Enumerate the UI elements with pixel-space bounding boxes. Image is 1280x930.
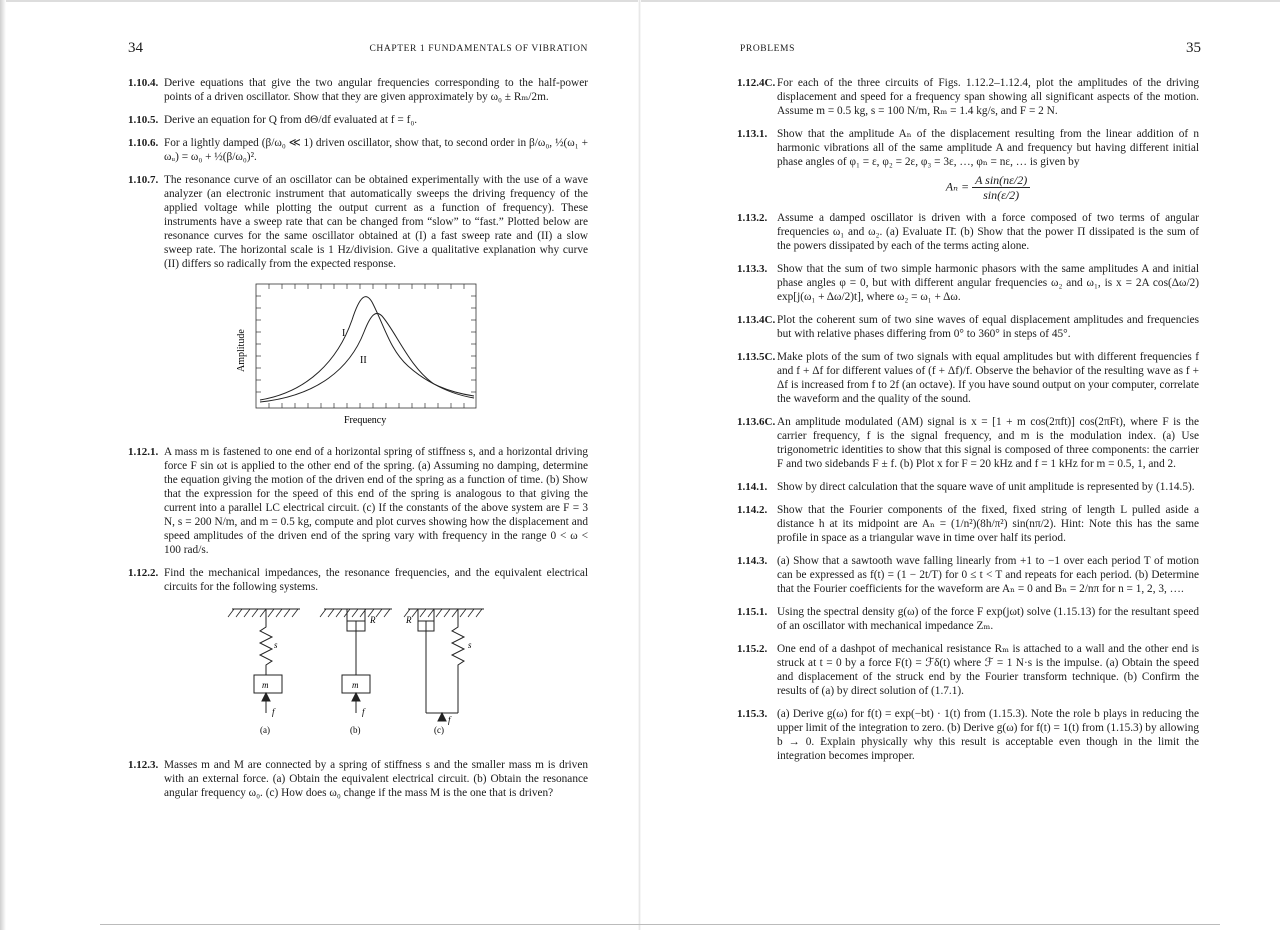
amplitude-equation xyxy=(777,173,1199,202)
resonance-curve-graph xyxy=(128,280,588,428)
problem-1-10-5 xyxy=(128,113,588,127)
mass-label-b: m xyxy=(352,680,359,690)
problem-number: 1.14.3. xyxy=(737,555,768,567)
system-c xyxy=(404,609,484,721)
left-column xyxy=(128,76,588,809)
spring-label-a: s xyxy=(274,640,278,650)
problem-text: One end of a dashpot of mechanical resistance Rₘ is attached to a wall and the other end is struck at t = 0 by a force F(t) = ℱδ(t) where ℱ = 1 N·s is the impulse. (a) Obtain the speed and displacement of the struck end by the Fourier transform technique. (b) Confirm the results of (a) by direct solution of (1.7.1). xyxy=(777,643,1199,697)
problem-1-13-1 xyxy=(737,127,1199,202)
resonance-curve-figure xyxy=(128,280,588,433)
problem-1-13-6C xyxy=(737,415,1199,471)
problem-1-14-3 xyxy=(737,554,1199,596)
problem-number: 1.12.1. xyxy=(128,446,159,458)
resistance-label-c: R xyxy=(406,615,412,625)
equation-lhs: Aₙ = xyxy=(945,179,970,194)
force-label-c: f xyxy=(448,715,451,725)
right-page-number: 35 xyxy=(1186,40,1201,56)
problem-text: The resonance curve of an oscillator can be obtained experimentally with the use of a wave analyzer (an electronic instrument that automatically sweeps the driving frequency of the applied voltage while plotting the output current as a function of frequency). These instruments have a sweep rate that can be changed from “slow” to “fast.” Plotted below are resonance curves for the same oscillator obtained at (I) a fast sweep rate and (II) a slow sweep rate. The horizontal scale is 1 Hz/division. Give a qualitative explanation why curve (II) differs so radically from the expected response. xyxy=(164,174,588,270)
caption-c: (c) xyxy=(434,725,444,735)
problem-1-12-3 xyxy=(128,758,588,800)
problem-text: Derive equations that give the two angular frequencies corresponding to the half-power points of a driven oscillator. Show that they are given approximately by ω₀ ± Rₘ/2m. xyxy=(164,77,588,103)
graph-ticks xyxy=(256,284,476,408)
problem-text: Show that the sum of two simple harmonic phasors with the same amplitudes A and initial phase angles φ = 0, but with different angular frequencies ω₂ and ω₁, is x = 2A cos(Δω/2) exp[j(ω₁ + Δω/2)t], where ω₂ = ω₁ + Δω. xyxy=(777,263,1199,303)
problem-text: Plot the coherent sum of two sine waves of equal displacement amplitudes and frequencies but with relative phases differing from 0° to 360° in steps of 45°. xyxy=(777,314,1199,340)
right-column xyxy=(737,76,1199,772)
problem-text: An amplitude modulated (AM) signal is x = [1 + m cos(2πft)] cos(2πFt), where F is the carrier frequency, f is the signal frequency, and m is the modulation index. (a) Use trigonometric identities to show that this signal is composed of three components: the carrier F and two sidebands F ± f. (b) Plot x for F = 20 kHz and f = 1 kHz for m = 0.5, 1, and 2. xyxy=(777,416,1199,470)
y-axis-label: Amplitude xyxy=(236,329,247,372)
problem-number: 1.13.2. xyxy=(737,212,768,224)
equation-numerator: A sin(nε/2) xyxy=(972,173,1030,188)
problem-number: 1.13.4C. xyxy=(737,314,776,326)
problem-text: Find the mechanical impedances, the resonance frequencies, and the equivalent electrical circuits for the following systems. xyxy=(164,567,588,593)
right-running-head: PROBLEMS xyxy=(740,44,795,54)
problem-number: 1.15.2. xyxy=(737,643,768,655)
problem-1-15-3 xyxy=(737,707,1199,763)
mechanical-systems-diagram xyxy=(128,603,588,741)
problem-number: 1.12.2. xyxy=(128,567,159,579)
problem-number: 1.10.5. xyxy=(128,114,159,126)
problem-text: Show that the Fourier components of the fixed, fixed string of length L pulled aside a distance h at its midpoint are Aₙ = (1/n²)(8h/π²) sin(nπ/2). Hint: Note this has the same profile in space as a triangular wave in time over half its period. xyxy=(777,504,1199,544)
problem-number: 1.12.3. xyxy=(128,759,159,771)
problem-number: 1.10.4. xyxy=(128,77,159,89)
curve-II xyxy=(260,313,474,402)
right-page xyxy=(640,0,1280,930)
problem-1-12-1 xyxy=(128,445,588,557)
problem-number: 1.13.6C. xyxy=(737,416,776,428)
problem-1-10-7 xyxy=(128,173,588,271)
system-b xyxy=(320,609,392,713)
caption-b: (b) xyxy=(350,725,361,735)
problem-1-15-1 xyxy=(737,605,1199,633)
curve-I xyxy=(260,297,474,400)
graph-frame xyxy=(256,284,476,408)
problem-number: 1.13.1. xyxy=(737,128,768,140)
problem-1-10-6 xyxy=(128,136,588,164)
problem-text: Show by direct calculation that the square wave of unit amplitude is represented by (1.14.5). xyxy=(777,481,1195,493)
resistance-label-b: R xyxy=(370,615,376,625)
problem-number: 1.10.7. xyxy=(128,174,159,186)
problem-number: 1.13.3. xyxy=(737,263,768,275)
problem-text: A mass m is fastened to one end of a horizontal spring of stiffness s, and a horizontal driving force F sin ωt is applied to the other end of the spring. (a) Assuming no damping, determine the equation giving the motion of the driven end of the spring as a function of time. (b) Show that the expression for the speed of this end of the spring is analogous to that giving the current into a parallel LC electrical circuit. (c) If the constants of the above system are F = 3 N, s = 200 N/m, and m = 0.5 kg, compute and plot curves showing how the displacement and speed amplitudes of the driven end of the spring vary with frequency in the range 0 < ω < 100 rad/s. xyxy=(164,446,588,556)
equation-denominator: sin(ε/2) xyxy=(983,188,1020,202)
problem-number: 1.12.4C. xyxy=(737,77,776,89)
force-arrow-c xyxy=(438,713,446,721)
problem-text: For a lightly damped (β/ω₀ ≪ 1) driven oscillator, show that, to second order in β/ω₀, ½(ω₁ + ωᵤ) = ω₀ + ½(β/ω₀)². xyxy=(164,137,588,163)
problem-text: (a) Show that a sawtooth wave falling linearly from +1 to −1 over each period T of motion can be expressed as f(t) = (1 − 2t/T) for 0 ≤ t < T and repeats for each period. (b) Determine that the Fourier coefficients for the waveform are Aₙ = 0 and Bₙ = 2/nπ for n = 1, 2, 3, …. xyxy=(777,555,1199,595)
system-a xyxy=(228,609,300,713)
problem-text: Derive an equation for Q from dΘ/df evaluated at f = f₀. xyxy=(164,114,418,126)
caption-a: (a) xyxy=(260,725,270,735)
problem-1-14-1 xyxy=(737,480,1199,494)
spring-label-c: s xyxy=(468,640,472,650)
problem-number: 1.10.6. xyxy=(128,137,159,149)
problem-number: 1.15.1. xyxy=(737,606,768,618)
left-running-head: CHAPTER 1 FUNDAMENTALS OF VIBRATION xyxy=(369,44,588,54)
problem-number: 1.14.1. xyxy=(737,481,768,493)
mass-label-a: m xyxy=(262,680,269,690)
spring-c xyxy=(452,609,464,713)
problem-1-13-4C xyxy=(737,313,1199,341)
problem-1-13-5C xyxy=(737,350,1199,406)
problem-1-13-3 xyxy=(737,262,1199,304)
curve-I-label: I xyxy=(342,328,346,339)
equation-fraction xyxy=(972,173,1030,202)
force-arrow-a xyxy=(262,693,270,701)
x-axis-label: Frequency xyxy=(344,415,387,426)
left-page-number: 34 xyxy=(128,40,143,56)
problem-1-13-2 xyxy=(737,211,1199,253)
problem-1-14-2 xyxy=(737,503,1199,545)
problem-text: Masses m and M are connected by a spring of stiffness s and the smaller mass m is driven with an external force. (a) Obtain the equivalent electrical circuit. (b) Obtain the resonance angular frequency ω₀. (c) How does ω₀ change if the mass M is the one that is driven? xyxy=(164,759,588,799)
problem-1-10-4 xyxy=(128,76,588,104)
problem-text: Assume a damped oscillator is driven with a force composed of two terms of angular frequencies ω₁ and ω₂. (a) Evaluate Π̄. (b) Show that the power Π dissipated is the sum of the powers dissipated by each of the terms acting alone. xyxy=(777,212,1199,252)
problem-text: (a) Derive g(ω) for f(t) = exp(−bt) · 1(t) from (1.15.3). Note the role b plays in reducing the upper limit of the integration to zero. (b) Derive g(ω) for f(t) = 1(t) from (1.15.3) by allowing b → 0. Explain physically why this result is acceptable even though in the limit the integration becomes improper. xyxy=(777,708,1199,762)
problem-number: 1.15.3. xyxy=(737,708,768,720)
curve-II-label: II xyxy=(360,355,367,366)
problem-text: Show that the amplitude Aₙ of the displacement resulting from the linear addition of n harmonic vibrations all of the same amplitude A and frequency but having different initial phase angles of φ₁ = ε, φ₂ = 2ε, φ₃ = 3ε, …, φₙ = nε, … is given by xyxy=(777,128,1199,168)
force-label-b: f xyxy=(362,707,365,717)
problem-1-12-4C xyxy=(737,76,1199,118)
problem-1-15-2 xyxy=(737,642,1199,698)
problem-text: Make plots of the sum of two signals with equal amplitudes but with different frequencies f and f + Δf for different values of (f + Δf)/f. Observe the behavior of the resulting wave as f + Δf is increased from f to 2f (an octave). If you have sound output on your computer, correlate the waveform and the quality of the sound. xyxy=(777,351,1199,405)
problem-text: Using the spectral density g(ω) of the force F exp(jωt) solve (1.15.13) for the resultant speed of an oscillator with mechanical impedance Zₘ. xyxy=(777,606,1199,632)
problem-1-12-2 xyxy=(128,566,588,594)
force-arrow-b xyxy=(352,693,360,701)
spring-a xyxy=(260,609,272,675)
problem-text: For each of the three circuits of Figs. 1.12.2–1.12.4, plot the amplitudes of the driving displacement and speed for a frequency span showing all significant aspects of the motion. Assume m = 0.5 kg, s = 100 N/m, Rₘ = 1.4 kg/s, and F = 2 N. xyxy=(777,77,1199,117)
problem-number: 1.14.2. xyxy=(737,504,768,516)
mechanical-systems-figure xyxy=(128,603,588,746)
problem-number: 1.13.5C. xyxy=(737,351,776,363)
force-label-a: f xyxy=(272,707,275,717)
